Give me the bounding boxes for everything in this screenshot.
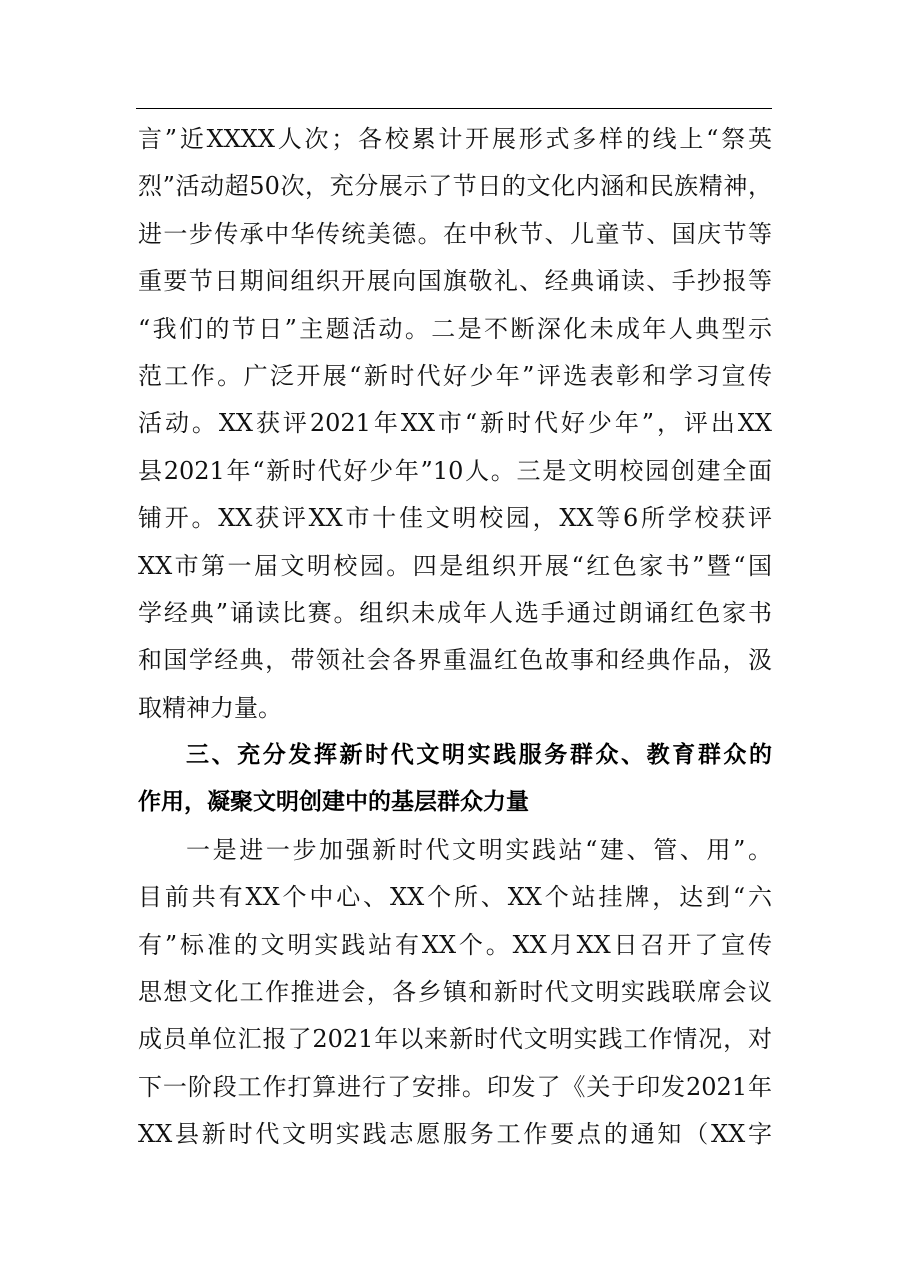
section-heading: 作用，凝聚文明创建中的基层群众力量 xyxy=(138,789,529,816)
document-body xyxy=(138,116,772,1159)
body-line: 铺开。XX获评XX市十佳文明校园，XX等6所学校获评 xyxy=(138,504,772,533)
body-line: 学经典”诵读比赛。组织未成年人选手通过朗诵红色家书 xyxy=(138,598,772,627)
body-line: 言”近XXXX人次；各校累计开展形式多样的线上“祭英 xyxy=(138,125,772,153)
body-line: XX县新时代文明实践志愿服务工作要点的通知（XX字 xyxy=(138,1120,772,1149)
body-line: 思想文化工作推进会，各乡镇和新时代文明实践联席会议 xyxy=(138,978,772,1007)
body-line: 活动。XX获评2021年XX市“新时代好少年”，评出XX xyxy=(138,409,772,438)
body-line: 目前共有XX个中心、XX个所、XX个站挂牌，达到“六 xyxy=(138,883,772,912)
body-line: 有”标准的文明实践站有XX个。XX月XX日召开了宣传 xyxy=(138,930,772,959)
body-line: 烈”活动超50次，充分展示了节日的文化内涵和民族精神， xyxy=(138,172,772,201)
body-line: 进一步传承中华传统美德。在中秋节、儿童节、国庆节等 xyxy=(138,219,772,248)
header-rule xyxy=(136,108,772,109)
body-line: 取精神力量。 xyxy=(138,693,282,722)
section-heading: 三、充分发挥新时代文明实践服务群众、教育群众的 xyxy=(186,742,772,769)
body-line: 下一阶段工作打算进行了安排。印发了《关于印发2021年 xyxy=(138,1072,772,1101)
body-line: “我们的节日”主题活动。二是不断深化未成年人典型示 xyxy=(138,314,772,343)
body-line: 重要节日期间组织开展向国旗敬礼、经典诵读、手抄报等 xyxy=(138,267,772,296)
body-line: 县2021年“新时代好少年”10人。三是文明校园创建全面 xyxy=(138,456,772,485)
body-line: XX市第一届文明校园。四是组织开展“红色家书”暨“国 xyxy=(138,551,772,580)
body-line: 成员单位汇报了2021年以来新时代文明实践工作情况，对 xyxy=(138,1025,772,1054)
body-line: 一是进一步加强新时代文明实践站“建、管、用”。 xyxy=(186,835,772,864)
body-line: 范工作。广泛开展“新时代好少年”评选表彰和学习宣传 xyxy=(138,361,772,390)
body-line: 和国学经典，带领社会各界重温红色故事和经典作品，汲 xyxy=(138,646,772,675)
